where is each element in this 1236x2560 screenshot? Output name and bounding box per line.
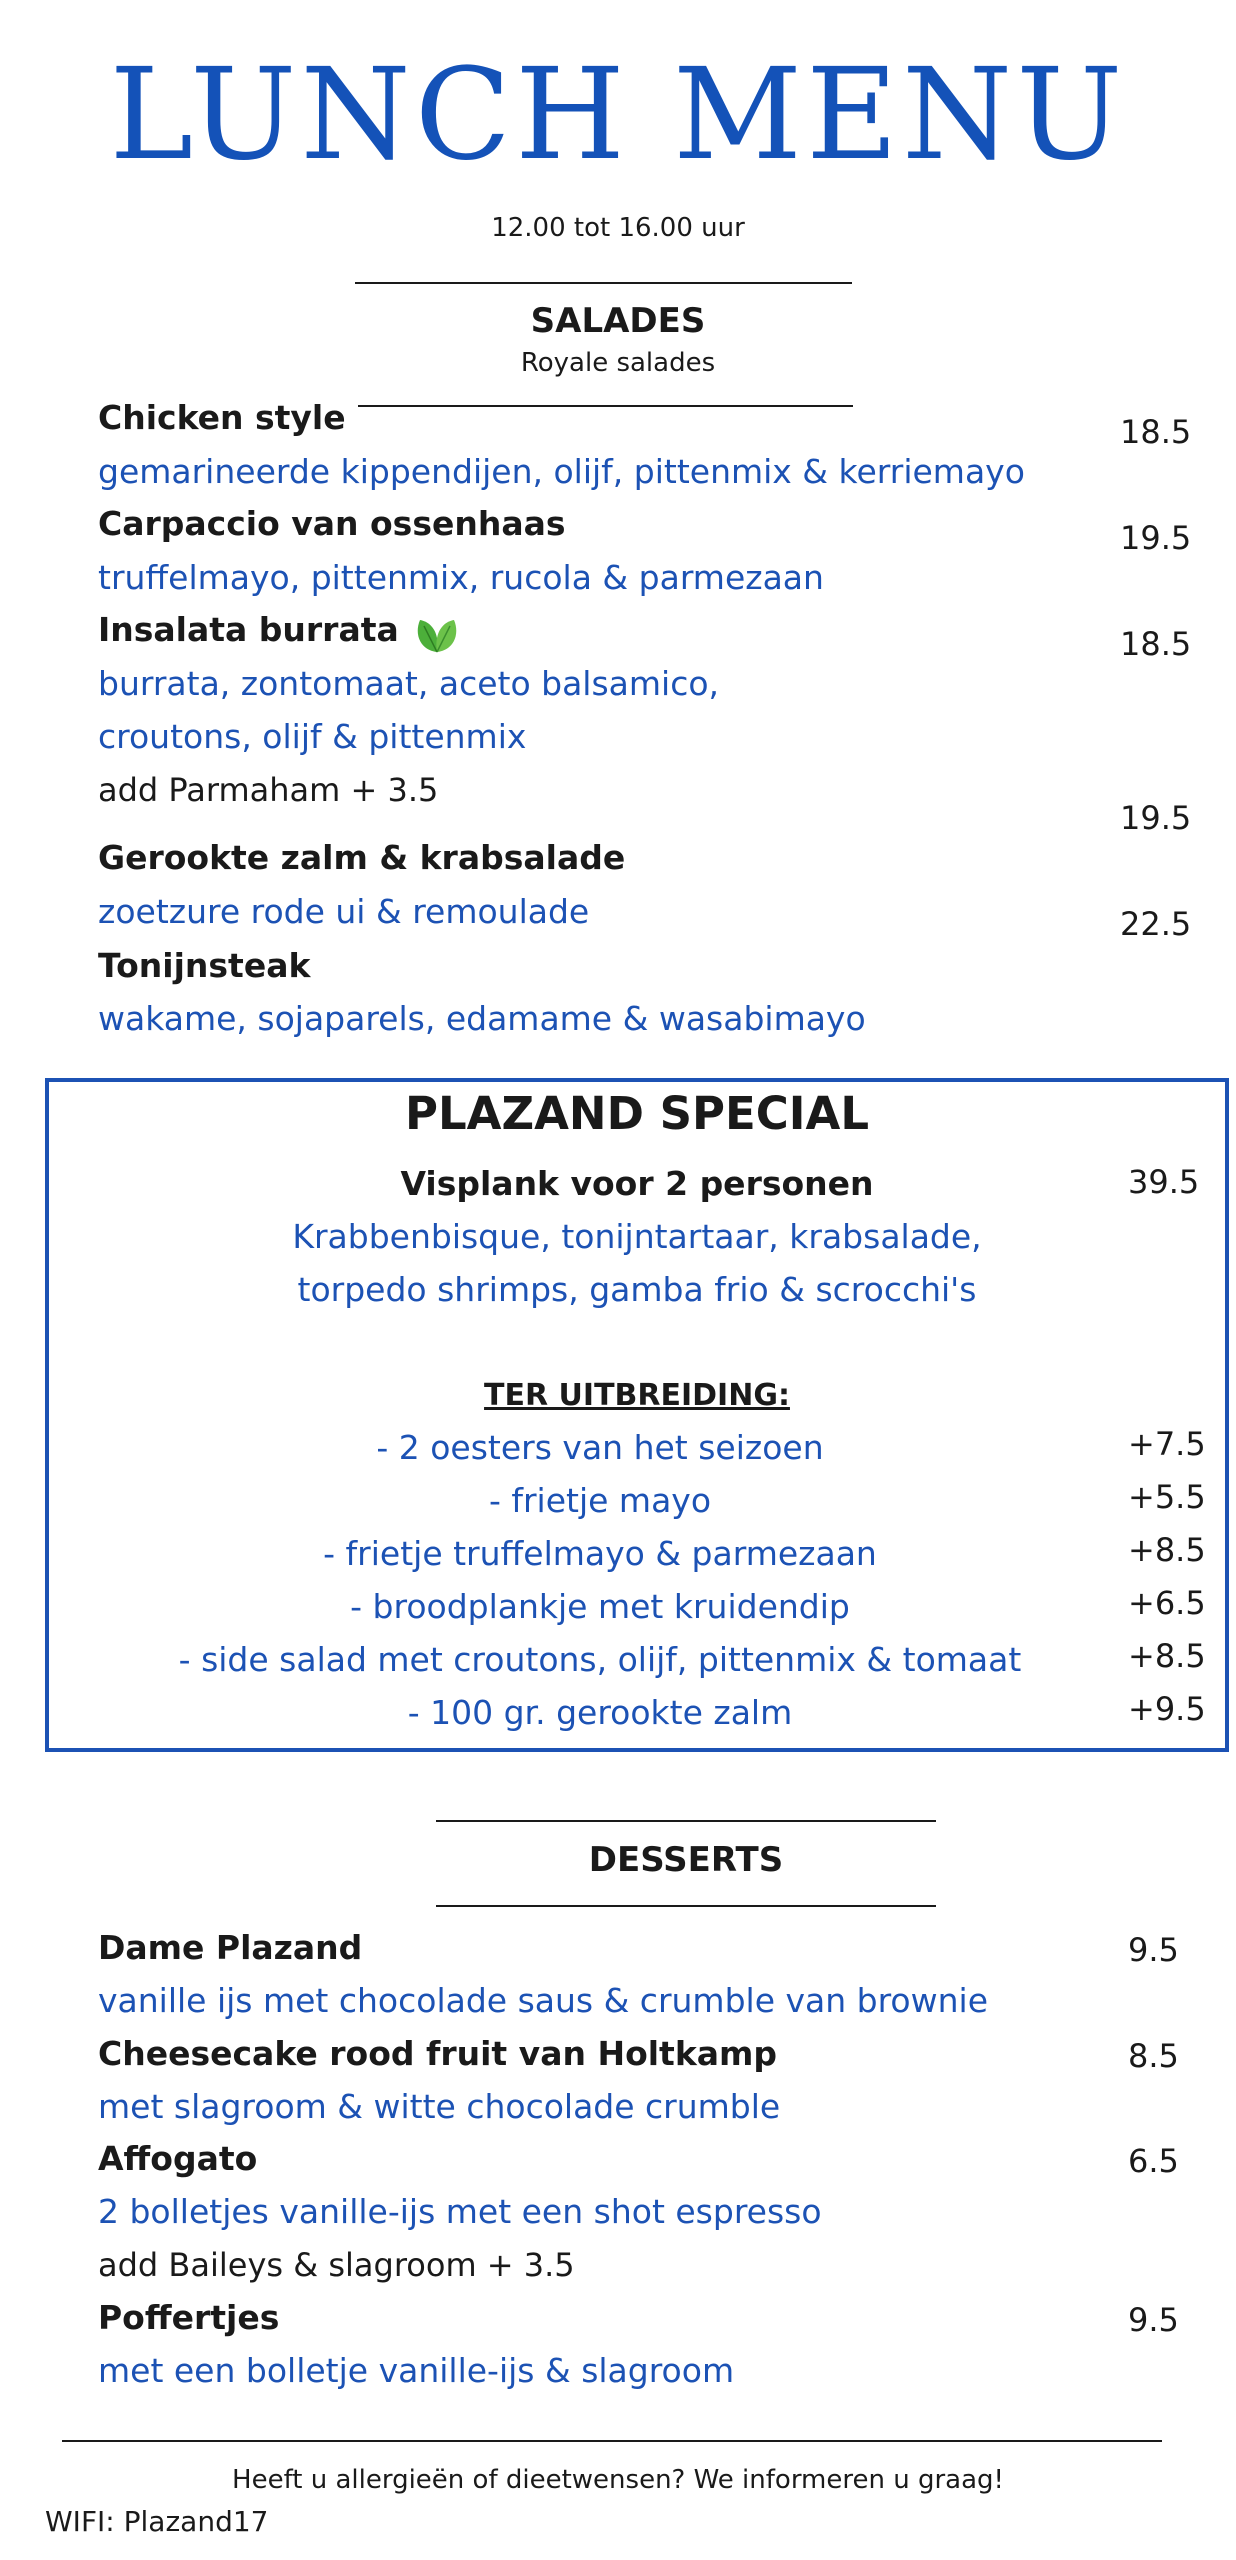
item-price: 9.5 xyxy=(1128,1931,1179,1969)
item-price: 6.5 xyxy=(1128,2142,1179,2180)
item-price: 9.5 xyxy=(1128,2301,1179,2339)
item-name: Dame Plazand xyxy=(98,1928,363,1967)
item-name: Affogato xyxy=(98,2139,258,2178)
special-description: Krabbenbisque, tonijntartaar, krabsalade, xyxy=(292,1217,982,1256)
item-description: croutons, olijf & pittenmix xyxy=(98,717,527,756)
item-description: wakame, sojaparels, edamame & wasabimayo xyxy=(98,999,866,1038)
item-price: 18.5 xyxy=(1120,413,1192,451)
allergy-notice: Heeft u allergieën of dieetwensen? We informeren u graag! xyxy=(232,2465,1004,2495)
item-description: gemarineerde kippendijen, olijf, pittenmix & kerriemayo xyxy=(98,452,1025,491)
salades-subtitle: Royale salades xyxy=(520,348,716,378)
extension-price: +8.5 xyxy=(1128,1531,1206,1569)
desserts-heading: DESSERTS xyxy=(588,1840,784,1880)
item-name: Cheesecake rood fruit van Holtkamp xyxy=(98,2034,778,2073)
salades-heading: SALADES xyxy=(530,301,706,341)
item-description: met een bolletje vanille-ijs & slagroom xyxy=(98,2351,735,2390)
item-name: Chicken style xyxy=(98,398,346,437)
menu-title: LUNCH MENU xyxy=(109,41,1127,188)
item-name: Tonijnsteak xyxy=(98,946,311,985)
item-description: 2 bolletjes vanille-ijs met een shot espresso xyxy=(98,2192,822,2231)
item-extra: add Baileys & slagroom + 3.5 xyxy=(98,2246,575,2284)
leaf-icon xyxy=(410,612,464,656)
divider xyxy=(436,1905,936,1907)
item-description: vanille ijs met chocolade saus & crumble van brownie xyxy=(98,1981,989,2020)
extension-item: - 2 oesters van het seizoen xyxy=(376,1428,824,1467)
divider xyxy=(355,282,852,284)
item-name: Gerookte zalm & krabsalade xyxy=(98,838,626,877)
item-description: met slagroom & witte chocolade crumble xyxy=(98,2087,781,2126)
item-extra: add Parmaham + 3.5 xyxy=(98,771,439,809)
wifi-info: WIFI: Plazand17 xyxy=(45,2505,269,2538)
item-price: 8.5 xyxy=(1128,2037,1179,2075)
extension-price: +5.5 xyxy=(1128,1478,1206,1516)
special-heading: PLAZAND SPECIAL xyxy=(404,1087,870,1140)
extensions-heading: TER UITBREIDING: xyxy=(484,1378,790,1413)
item-name: Insalata burrata xyxy=(98,610,399,649)
extension-item: - 100 gr. gerookte zalm xyxy=(407,1693,793,1732)
divider xyxy=(358,405,853,407)
item-description: zoetzure rode ui & remoulade xyxy=(98,892,590,931)
item-name: Poffertjes xyxy=(98,2298,280,2337)
opening-hours: 12.00 tot 16.00 uur xyxy=(491,213,745,243)
extension-price: +8.5 xyxy=(1128,1637,1206,1675)
item-price: 19.5 xyxy=(1120,519,1192,557)
special-item-price: 39.5 xyxy=(1128,1163,1200,1201)
item-price: 18.5 xyxy=(1120,625,1192,663)
divider xyxy=(62,2440,1162,2442)
special-item-name: Visplank voor 2 personen xyxy=(400,1164,874,1203)
item-description: truffelmayo, pittenmix, rucola & parmezaan xyxy=(98,558,824,597)
extension-price: +9.5 xyxy=(1128,1690,1206,1728)
extension-item: - frietje mayo xyxy=(488,1481,712,1520)
item-price: 19.5 xyxy=(1120,799,1192,837)
item-price: 22.5 xyxy=(1120,905,1192,943)
item-description: burrata, zontomaat, aceto balsamico, xyxy=(98,664,720,703)
extension-price: +6.5 xyxy=(1128,1584,1206,1622)
divider xyxy=(436,1820,936,1822)
extension-item: - broodplankje met kruidendip xyxy=(350,1587,850,1626)
item-name: Carpaccio van ossenhaas xyxy=(98,504,566,543)
extension-item: - side salad met croutons, olijf, pittenmix & tomaat xyxy=(178,1640,1022,1679)
extension-price: +7.5 xyxy=(1128,1425,1206,1463)
special-description: torpedo shrimps, gamba frio & scrocchi's xyxy=(297,1270,977,1309)
extension-item: - frietje truffelmayo & parmezaan xyxy=(323,1534,877,1573)
